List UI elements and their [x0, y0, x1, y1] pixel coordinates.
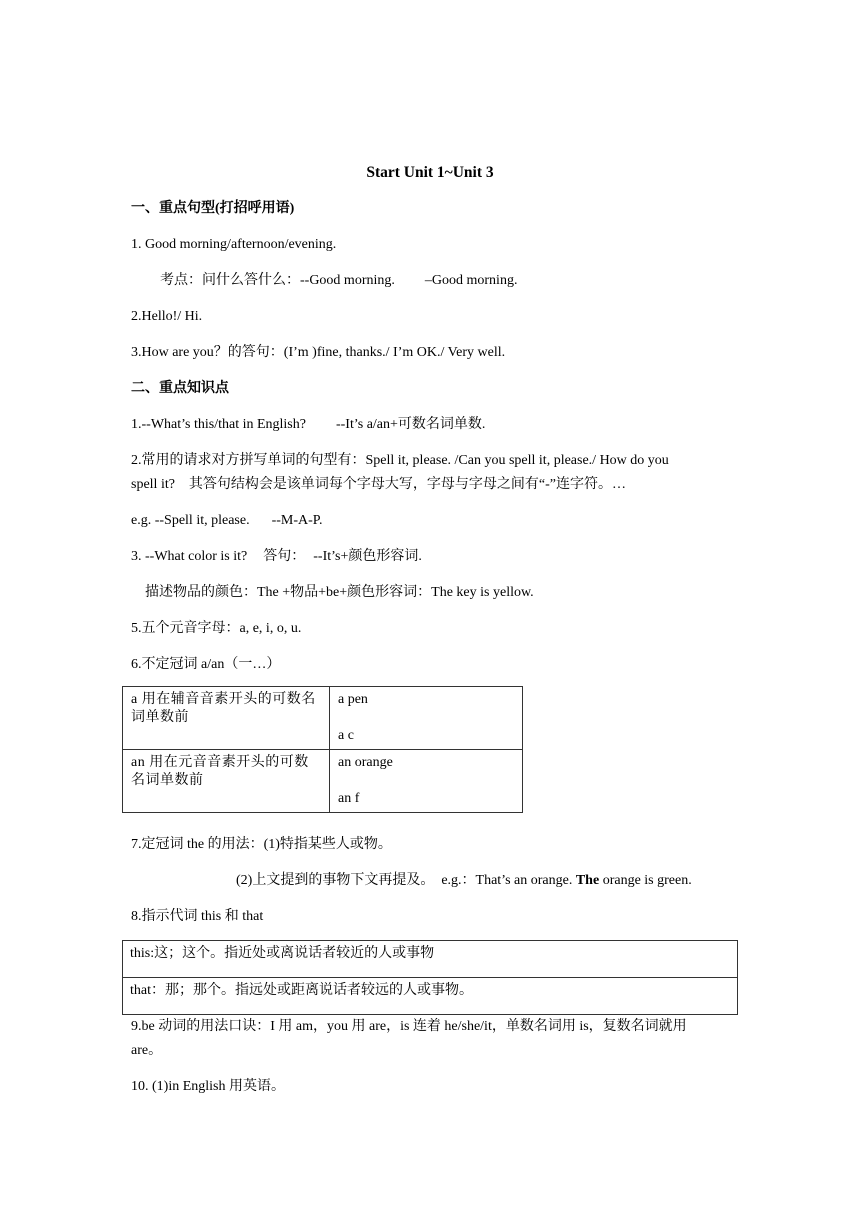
- knowledge-item-3: [131, 548, 422, 566]
- definite-article-example-end: orange is green.: [602, 873, 692, 888]
- knowledge-item-9-line2: are。: [131, 1043, 163, 1058]
- greeting-item-2: 2.Hello!/ Hi.: [131, 309, 203, 324]
- table-cell: an 用在元音音素开头的可数名词单数前: [123, 750, 330, 813]
- knowledge-item-1: [131, 416, 485, 434]
- section-heading-knowledge-points: 二、重点知识点: [131, 381, 229, 396]
- table-row: [123, 941, 738, 978]
- knowledge-item-9-line1: 9.be 动词的用法口诀：I 用 am，you 用 are，is 连着 he/she/it，单数名词用 is，复数名词就用: [131, 1019, 687, 1034]
- greeting-note-answer: –Good morning.: [424, 273, 518, 288]
- table-cell: [330, 687, 523, 750]
- document-title: Start Unit 1~Unit 3: [366, 164, 494, 181]
- greeting-item-1: 1. Good morning/afternoon/evening.: [131, 237, 337, 252]
- greeting-item-3: 3.How are you？的答句：(I’m )fine, thanks./ I’m OK./ Very well.: [131, 345, 506, 360]
- table-cell: a 用在辅音音素开头的可数名词单数前: [123, 687, 330, 750]
- emphasized-the: The: [575, 873, 600, 888]
- color-description: 描述物品的颜色：The +物品+be+颜色形容词：The key is yellow.: [145, 585, 534, 600]
- example-word: a c: [338, 728, 354, 743]
- knowledge-item-3-question: 3. --What color is it?: [131, 549, 248, 564]
- demonstrative-pronoun-table: [122, 940, 738, 1015]
- table-row: [123, 687, 523, 750]
- knowledge-item-3-answer: --It’s+颜色形容词.: [313, 549, 422, 564]
- greeting-note-question: 考点：问什么答什么：--Good morning.: [160, 273, 395, 288]
- knowledge-item-8: 8.指示代词 this 和 that: [131, 909, 264, 924]
- knowledge-item-2-line2: spell it? 其答句结构会是该单词每个字母大写，字母与字母之间有“-”连字符。…: [131, 477, 627, 492]
- knowledge-item-7-part2: [236, 872, 692, 890]
- spell-example-question: e.g. --Spell it, please.: [131, 513, 250, 528]
- example-word: an f: [338, 791, 360, 806]
- knowledge-item-7: 7.定冠词 the 的用法：(1)特指某些人或物。: [131, 837, 392, 852]
- table-cell: that：那；那个。指远处或距离说话者较远的人或事物。: [123, 978, 738, 1015]
- section-heading-key-sentences: 一、重点句型(打招呼用语): [131, 201, 295, 216]
- knowledge-item-10: 10. (1)in English 用英语。: [131, 1079, 285, 1094]
- table-row: [123, 978, 738, 1015]
- knowledge-item-5: 5.五个元音字母：a, e, i, o, u.: [131, 621, 302, 636]
- table-cell: [330, 750, 523, 813]
- example-word: an orange: [338, 755, 393, 770]
- knowledge-item-1-answer: --It’s a/an+可数名词单数.: [335, 417, 486, 432]
- greeting-note: [160, 272, 517, 290]
- table-cell: this:这；这个。指近处或离说话者较近的人或事物: [123, 941, 738, 978]
- knowledge-item-2-line1: 2.常用的请求对方拼写单词的句型有：Spell it, please. /Can you spell it, please./ How do you: [131, 453, 669, 468]
- spell-example: [131, 512, 323, 530]
- knowledge-item-6: 6.不定冠词 a/an（一…）: [131, 657, 281, 672]
- spell-example-answer: --M-A-P.: [271, 513, 323, 528]
- knowledge-item-1-question: 1.--What’s this/that in English?: [131, 417, 306, 432]
- example-word: a pen: [338, 692, 368, 707]
- indefinite-article-table: [122, 686, 523, 813]
- table-row: [123, 750, 523, 813]
- definite-article-usage-2: (2)上文提到的事物下文再提及。 e.g.：That’s an orange.: [236, 873, 573, 888]
- knowledge-item-3-label: 答句：: [263, 549, 306, 564]
